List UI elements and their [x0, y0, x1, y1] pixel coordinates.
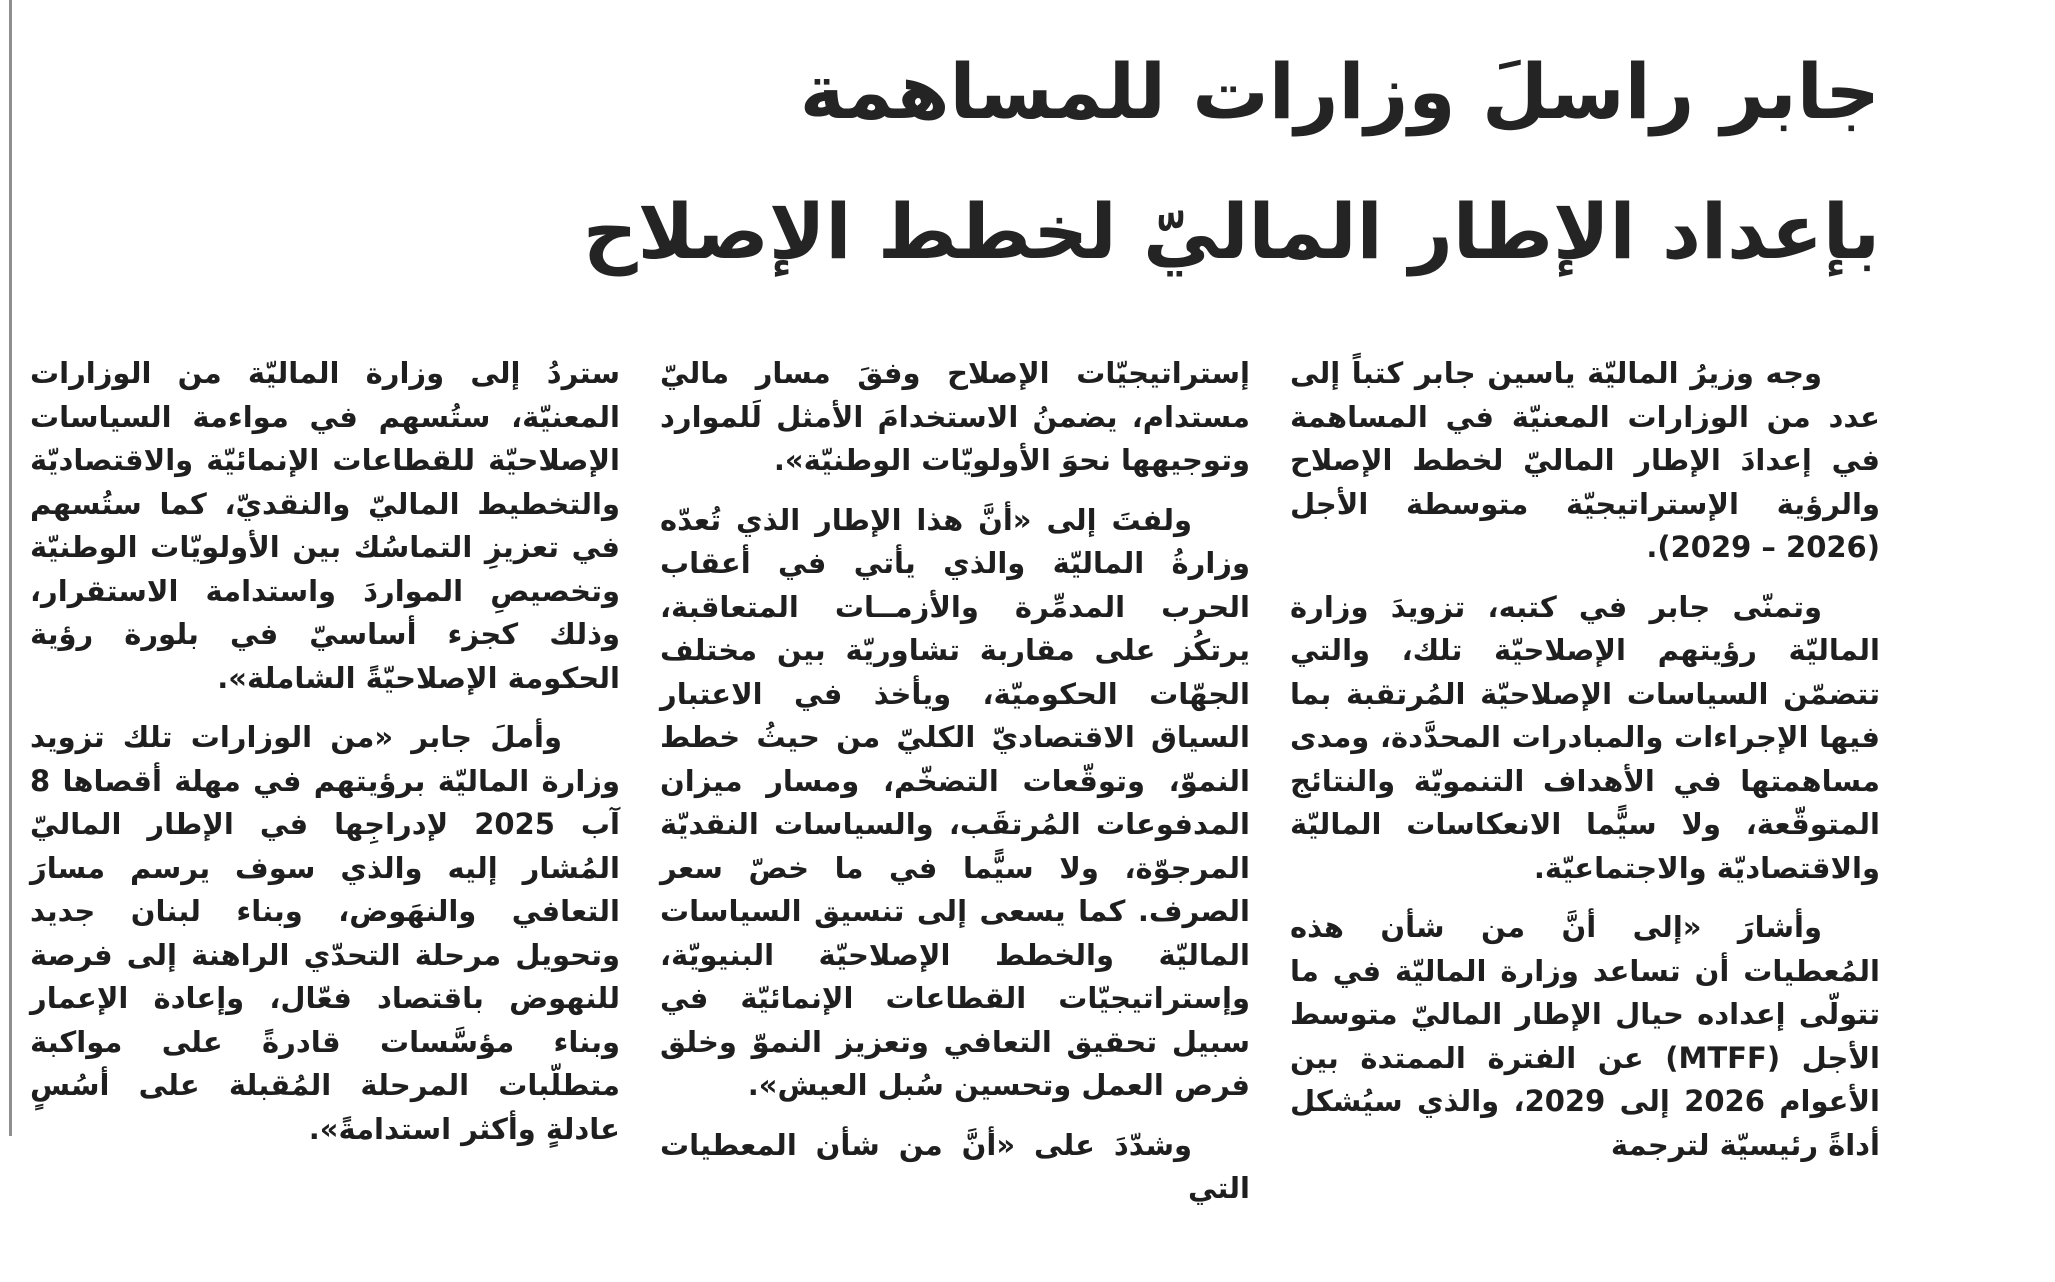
- paragraph: وتمنّى جابر في كتبه، تزويدَ وزارة الماليّة رؤيتهم الإصلاحيّة تلك، والتي تتضمّن السياسات الإصلاحيّة المُرتقبة بما فيها الإجراءات والمبادرات المحدَّدة، ومدى مساهمتها في الأهداف التنمويّة والنتائج المتوقّعة، ولا سيًّما الانعكاسات الماليّة والاقتصاديّة والاجتماعيّة.: [1290, 589, 1880, 885]
- paragraph: وأشارَ «إلى أنَّ من شأن هذه المُعطيات أن تساعد وزارة الماليّة في ما تتولّى إعداده حيال الإطار الماليّ متوسط الأجل (MTFF) عن الفترة الممتدة بين الأعوام 2026 إلى 2029، والذي سيُشكل أداةً رئيسيّة لترجمة: [1290, 910, 1880, 1162]
- headline-line-1: جابر راسلَ وزارات للمساهمة: [799, 47, 1880, 136]
- paragraph: وجه وزيرُ الماليّة ياسين جابر كتباً إلى عدد من الوزارات المعنيّة في المساهمة في إعدادَ الإطار الماليّ لخطط الإصلاح والرؤية الإستراتيجيّة متوسطة الأجل (2026 – 2029).: [1290, 356, 1880, 564]
- paragraph: وشدّدَ على «أنَّ من شأن المعطيات التي: [660, 1127, 1250, 1205]
- headline-line-2: بإعداد الإطار الماليّ لخطط الإصلاح: [582, 187, 1880, 276]
- article-column-middle: [660, 352, 1250, 1227]
- paragraph: وأملَ جابر «من الوزارات تلك تزويد وزارة الماليّة برؤيتهم في مهلة أقصاها 8 آب 2025 لإدراجِها في الإطار الماليّ المُشار إليه والذي سوف يرسم مسارَ التعافي والنهَوض، وبناء لبنان جديد وتحويل مرحلة التحدّي الراهنة إلى فرصة للنهوض باقتصاد فعّال، وإعادة الإعمار وبناء مؤسَّسات قادرةً على مواكبة متطلّبات المرحلة المُقبلة على أسُسٍ عادلةٍ وأكثر استدامةً».: [30, 720, 620, 1146]
- article-column-right: [1290, 352, 1880, 1227]
- article-headline: [60, 22, 1880, 302]
- paragraph: ولفتَ إلى «أنَّ هذا الإطار الذي تُعدّه وزارةُ الماليّة والذي يأتي في أعقاب الحرب المدمِّرة والأزمــات المتعاقبة، يرتكُز على مقاربة تشاوريّة بين مختلف الجهّات الحكوميّة، ويأخذ في الاعتبار السياق الاقتصاديّ الكليّ من حيثُ خطط النموّ، وتوقّعات التضخّم، ومسار ميزان المدفوعات المُرتقَب، والسياسات النقديّة المرجوّة، ولا سيًّما في ما خصّ سعر الصرف. كما يسعى إلى تنسيق السياسات الماليّة والخطط الإصلاحيّة البنيويّة، وإستراتيجيّات القطاعات الإنمائيّة في سبيل تحقيق التعافي وتعزيز النموّ وخلق فرص العمل وتحسين سُبل العيش».: [660, 502, 1250, 1102]
- paragraph-continuation: ستردُ إلى وزارة الماليّة من الوزارات المعنيّة، ستُسهم في مواءمة السياسات الإصلاحيّة للقطاعات الإنمائيّة والاقتصاديّة والتخطيط الماليّ والنقديّ، كما ستُسهم في تعزيزِ التماسُك بين الأولويّات الوطنيّة وتخصيصِ المواردَ واستدامة الاستقرار، وذلك كجزء أساسيّ في بلورة رؤية الحكومة الإصلاحيّةً الشاملة».: [30, 356, 620, 695]
- article-column-left: [30, 352, 620, 1227]
- article-body: [30, 352, 1880, 1227]
- left-column-rule: [9, 0, 12, 1136]
- paragraph-continuation: إستراتيجيّات الإصلاح وفقَ مسار ماليّ مستدام، يضمنُ الاستخدامَ الأمثل لَلموارد وتوجيهها نحوَ الأولويّات الوطنيّة».: [660, 356, 1250, 477]
